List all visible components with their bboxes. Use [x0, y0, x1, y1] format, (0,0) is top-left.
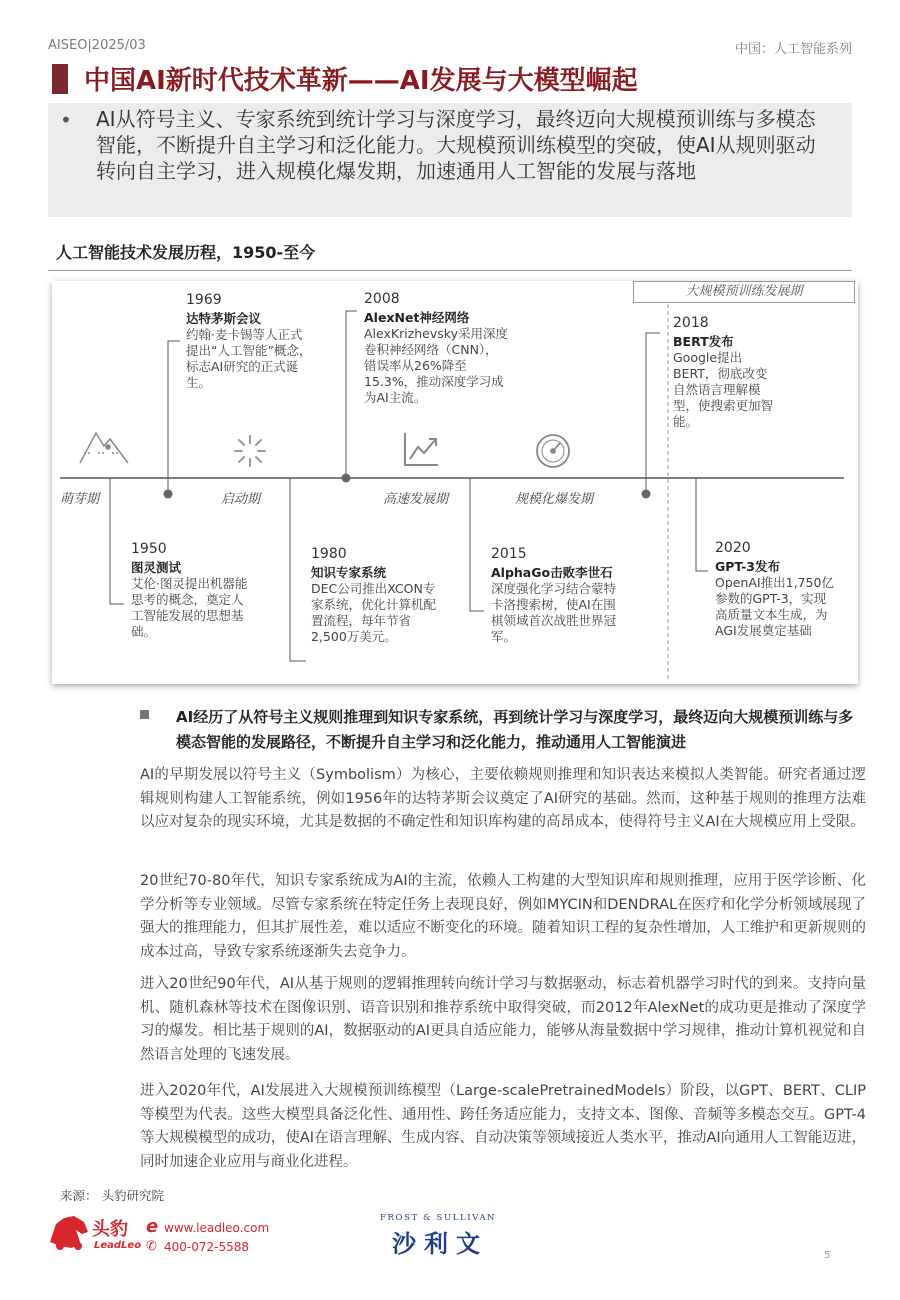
event-year: 2008 — [364, 291, 400, 307]
event-year: 2020 — [715, 540, 751, 556]
period-label-large-scale: 大规模预训练发展期 — [633, 281, 855, 303]
web-icon: e — [146, 1216, 159, 1237]
connector-1969 — [168, 341, 180, 494]
event-desc: OpenAI推出1,750亿参数的GPT-3，实现高质量文本生成，为AGI发展奠定基础 — [715, 575, 834, 638]
event-name: 知识专家系统 — [311, 565, 387, 580]
event-1980 — [311, 546, 445, 645]
leadleo-logo-icon — [46, 1212, 90, 1252]
title-accent-bar — [52, 64, 68, 94]
event-2020 — [715, 540, 835, 639]
report-id: AISEO|2025/03 — [48, 38, 146, 53]
event-year: 1950 — [131, 541, 167, 557]
frost-sullivan-logo-en: FROST & SULLIVAN — [380, 1213, 497, 1223]
chart-title-divider — [48, 270, 852, 271]
body-paragraph-4: 进入2020年代，AI发展进入大规模预训练模型（Large-scalePretrainedModels）阶段，以GPT、BERT、CLIP等模型为代表。这些大模型具备泛化性、通用性、跨任务适应能力，支持文本、图像、音频等多模态交互。GPT-4等大规模模型的成功，使AI在语言理解、生成内容、自动决策等领域接近人类水平，推动AI向通用人工智能迈进，同时加速企业应用与商业化进程。 — [140, 1083, 866, 1170]
section-bullet — [140, 710, 149, 719]
dot-2008 — [342, 474, 351, 483]
dot-1969 — [164, 490, 173, 499]
leadleo-logo-cn: 头豹 — [92, 1219, 128, 1240]
series-name: 中国：人工智能系列 — [734, 42, 852, 57]
mountain-icon — [80, 433, 128, 463]
chart-title: 人工智能技术发展历程，1950-至今 — [56, 243, 316, 262]
event-name: 图灵测试 — [131, 560, 182, 575]
event-year: 2018 — [673, 315, 709, 331]
event-year: 2015 — [491, 546, 527, 562]
website-link[interactable]: www.leadleo.com — [164, 1221, 270, 1235]
dot-2018 — [642, 490, 651, 499]
event-desc: 约翰·麦卡锡等人正式提出“人工智能”概念，标志AI研究的正式诞生。 — [186, 327, 312, 390]
sparkle-icon — [235, 436, 265, 466]
leadleo-logo-en: LeadLeo — [94, 1240, 142, 1251]
event-desc: Google提出BERT，彻底改变自然语言理解模型，使搜索更加智能。 — [673, 350, 774, 429]
event-2008 — [364, 291, 508, 406]
event-year: 1969 — [186, 292, 222, 308]
phase-label-4: 规模化爆发期 — [515, 492, 594, 507]
event-name: AlphaGo击败李世石 — [491, 565, 613, 580]
body-paragraph-2: 20世纪70-80年代，知识专家系统成为AI的主流，依赖人工构建的大型知识库和规则推理，应用于医学诊断、化学分析等专业领域。尽管专家系统在特定任务上表现良好，例如MYCIN和DENDRAL在医疗和化学分析领域展现了强大的推理能力，但其扩展性差，难以适应不断变化的环境。随着知识工程的复杂性增加，人工维护和更新规则的成本过高，导致专家系统逐渐失去竞争力。 — [140, 873, 866, 960]
connector-2018 — [646, 333, 660, 494]
phase-label-2: 启动期 — [221, 492, 261, 507]
section-heading: AI经历了从符号主义规则推理到知识专家系统，再到统计学习与深度学习，最终迈向大规模预训练与多模态智能的发展路径，不断提升自主学习和泛化能力，推动通用人工智能演进 — [176, 708, 854, 751]
connector-2020 — [696, 478, 708, 571]
summary-bullet: • — [60, 108, 72, 132]
event-desc: 深度强化学习结合蒙特卡洛搜索树，使AI在围棋领域首次战胜世界冠军。 — [491, 581, 617, 644]
connector-1950 — [110, 478, 124, 604]
body-paragraph-1: AI的早期发展以符号主义（Symbolism）为核心，主要依赖规则推理和知识表达来模拟人类智能。研究者通过逻辑规则构建人工智能系统，例如1956年的达特茅斯会议奠定了AI研究的基础。然而，这种基于规则的推理方法难以应对复杂的现实环境，尤其是数据的不确定性和知识库构建的高昂成本，使得符号主义AI在大规模应用上受限。 — [140, 767, 866, 830]
connector-2015 — [470, 478, 484, 611]
connector-2008 — [346, 311, 357, 478]
event-name: 达特茅斯会议 — [186, 311, 262, 326]
body-paragraph-3: 进入20世纪90年代，AI从基于规则的逻辑推理转向统计学习与数据驱动，标志着机器学习时代的到来。支持向量机、随机森林等技术在图像识别、语音识别和推荐系统中取得突破，而2012年AlexNet的成功更是推动了深度学习的爆发。相比基于规则的AI，数据驱动的AI更具自适应能力，能够从海量数据中学习规律，推动计算机视觉和自然语言处理的飞速发展。 — [140, 976, 866, 1063]
summary-text: AI从符号主义、专家系统到统计学习与深度学习，最终迈向大规模预训练与多模态智能，不断提升自主学习和泛化能力。大规模预训练模型的突破，使AI从规则驱动转向自主学习，进入规模化爆发期，加速通用人工智能的发展与落地 — [96, 107, 816, 183]
event-1950 — [131, 541, 249, 640]
event-desc: 艾伦·图灵提出机器能思考的概念，奠定人工智能发展的思想基础。 — [131, 576, 248, 639]
phone-icon: ✆ — [146, 1239, 157, 1254]
event-desc: DEC公司推出XCON专家系统，优化计算机配置流程，每年节省2,500万美元。 — [311, 581, 437, 644]
chart-up-icon — [405, 433, 438, 465]
event-2018 — [673, 315, 777, 430]
source-note: 来源： 头豹研究院 — [60, 1188, 164, 1203]
phase-label-1: 萌芽期 — [60, 492, 100, 507]
event-name: GPT-3发布 — [715, 559, 780, 574]
gauge-icon — [537, 435, 569, 467]
connector-1980 — [290, 478, 306, 661]
phase-label-3: 高速发展期 — [383, 492, 449, 507]
page-number: 5 — [824, 1250, 831, 1261]
phone-number: 400-072-5588 — [164, 1240, 250, 1254]
event-1969 — [186, 292, 312, 391]
frost-sullivan-logo-cn: 沙利文 — [392, 1230, 488, 1258]
event-year: 1980 — [311, 546, 347, 562]
page-title: 中国AI新时代技术革新——AI发展与大模型崛起 — [84, 66, 638, 96]
event-name: BERT发布 — [673, 334, 734, 349]
event-name: AlexNet神经网络 — [364, 310, 470, 325]
event-2015 — [491, 546, 617, 645]
event-desc: AlexKrizhevsky采用深度卷积神经网络（CNN），错误率从26%降至15.3%，推动深度学习成为AI主流。 — [364, 326, 508, 405]
